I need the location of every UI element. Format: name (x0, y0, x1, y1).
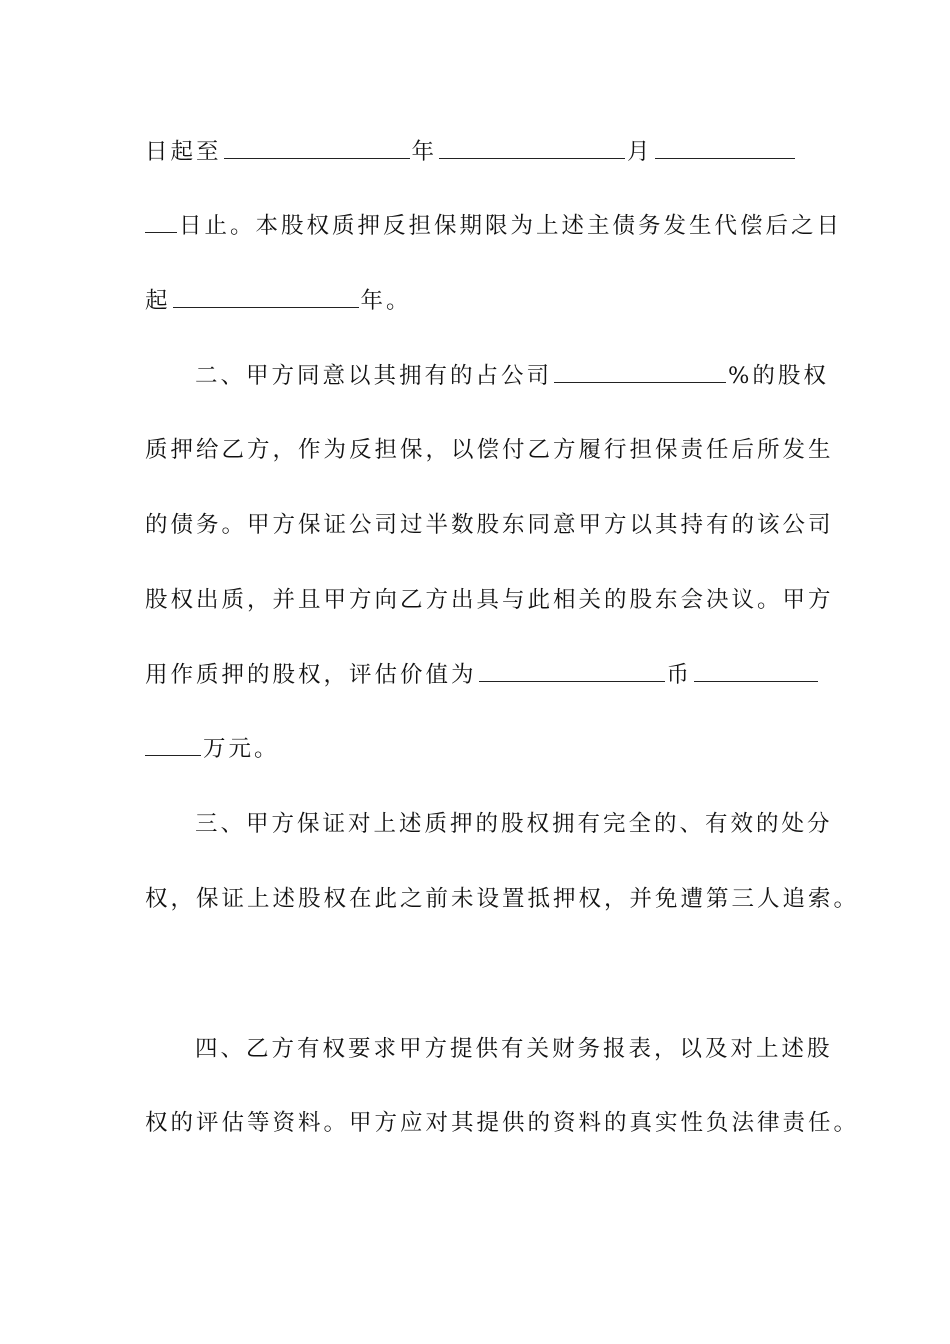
text-line (145, 206, 843, 246)
text-line (145, 281, 810, 321)
text-segment: 起 (145, 288, 171, 314)
text-segment: 的债务。甲方保证公司过半数股东同意甲方以其持有的该公司 (145, 512, 834, 538)
text-segment: 权，保证上述股权在此之前未设置抵押权，并免遭第三人追索。 (145, 886, 860, 912)
text-segment: 三、甲方保证对上述质押的股权拥有完全的、有效的处分 (195, 811, 833, 837)
fill-in-blank[interactable] (655, 132, 795, 159)
text-segment: 权的评估等资料。甲方应对其提供的资料的真实性负法律责任。 (145, 1110, 860, 1136)
text-segment: 日起至 (145, 139, 222, 165)
text-line (145, 580, 834, 620)
text-line (145, 655, 810, 695)
fill-in-blank[interactable] (145, 729, 201, 756)
fill-in-blank[interactable] (224, 132, 410, 159)
fill-in-blank[interactable] (694, 655, 818, 682)
text-line (145, 505, 834, 545)
fill-in-blank[interactable] (173, 281, 359, 308)
text-line (145, 1103, 860, 1143)
text-line (145, 430, 834, 470)
text-segment: 币 (666, 662, 693, 688)
text-segment: 股权出质，并且甲方向乙方出具与此相关的股东会决议。甲方 (145, 587, 834, 613)
text-segment: 四、乙方有权要求甲方提供有关财务报表，以及对上述股 (195, 1036, 833, 1062)
text-line (145, 879, 860, 919)
text-line (145, 132, 810, 172)
fill-in-blank[interactable] (439, 132, 625, 159)
text-segment: 年。 (360, 288, 412, 314)
text-segment: 万元。 (203, 736, 280, 762)
text-line (145, 729, 810, 769)
text-segment: 质押给乙方，作为反担保，以偿付乙方履行担保责任后所发生 (145, 437, 834, 463)
text-line (145, 1029, 833, 1069)
text-segment: %的股权 (728, 363, 829, 389)
text-line (145, 804, 833, 844)
text-segment: 二、甲方同意以其拥有的占公司 (195, 363, 553, 389)
fill-in-blank[interactable] (145, 206, 177, 233)
fill-in-blank[interactable] (479, 655, 665, 682)
text-segment: 年 (411, 139, 438, 165)
fill-in-blank[interactable] (554, 356, 726, 383)
text-segment: 日止。本股权质押反担保期限为上述主债务发生代偿后之日 (179, 213, 843, 239)
text-line (145, 356, 829, 396)
text-segment: 用作质押的股权，评估价值为 (145, 662, 477, 688)
text-segment: 月 (627, 139, 653, 165)
